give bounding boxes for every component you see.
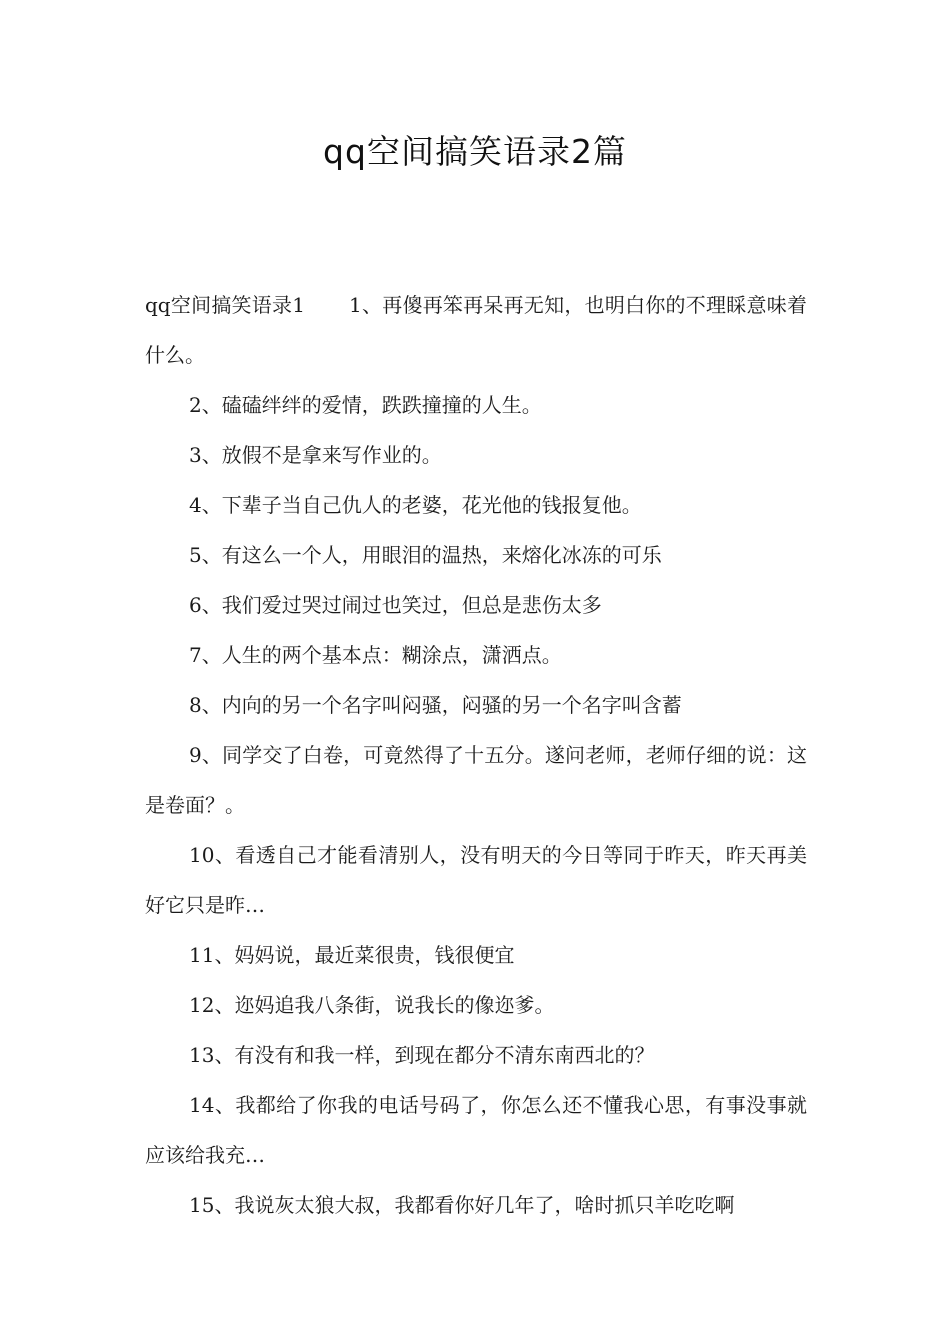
paragraph-13: 13、有没有和我一样，到现在都分不清东南西北的？ <box>189 1043 655 1067</box>
section-label: qq空间搞笑语录1 <box>145 293 306 317</box>
paragraph-14: 14、我都给了你我的电话号码了，你怎么还不懂我心思，有事没事就应该给我充… <box>145 1093 807 1167</box>
paragraph-2: 2、磕磕绊绊的爱情，跌跌撞撞的人生。 <box>189 393 542 417</box>
paragraph-11: 11、妈妈说，最近菜很贵，钱很便宜 <box>189 943 515 967</box>
paragraph-6: 6、我们爱过哭过闹过也笑过，但总是悲伤太多 <box>189 593 602 617</box>
paragraph-1-text: 1、再傻再笨再呆再无知，也明白你的不理睬意味着什么。 <box>145 293 807 367</box>
paragraph-8: 8、内向的另一个名字叫闷骚，闷骚的另一个名字叫含蓄 <box>189 693 682 717</box>
paragraph-4: 4、下辈子当自己仇人的老婆，花光他的钱报复他。 <box>189 493 642 517</box>
paragraph-12: 12、迩妈追我八条街，说我长的像迩爹。 <box>189 993 555 1017</box>
paragraph-10: 10、看透自己才能看清别人，没有明天的今日等同于昨天，昨天再美好它只是昨… <box>145 843 807 917</box>
paragraph-1 <box>145 280 807 380</box>
paragraph-9: 9、同学交了白卷，可竟然得了十五分。遂问老师，老师仔细的说：这是卷面？。 <box>145 743 807 817</box>
paragraph-5: 5、有这么一个人，用眼泪的温热，来熔化冰冻的可乐 <box>189 543 662 567</box>
paragraph-15: 15、我说灰太狼大叔，我都看你好几年了，啥时抓只羊吃吃啊 <box>189 1193 735 1217</box>
document-body <box>145 280 807 1230</box>
document-title: qq空间搞笑语录2篇 <box>323 132 627 171</box>
paragraph-3: 3、放假不是拿来写作业的。 <box>189 443 442 467</box>
paragraph-7: 7、人生的两个基本点：糊涂点，潇洒点。 <box>189 643 562 667</box>
